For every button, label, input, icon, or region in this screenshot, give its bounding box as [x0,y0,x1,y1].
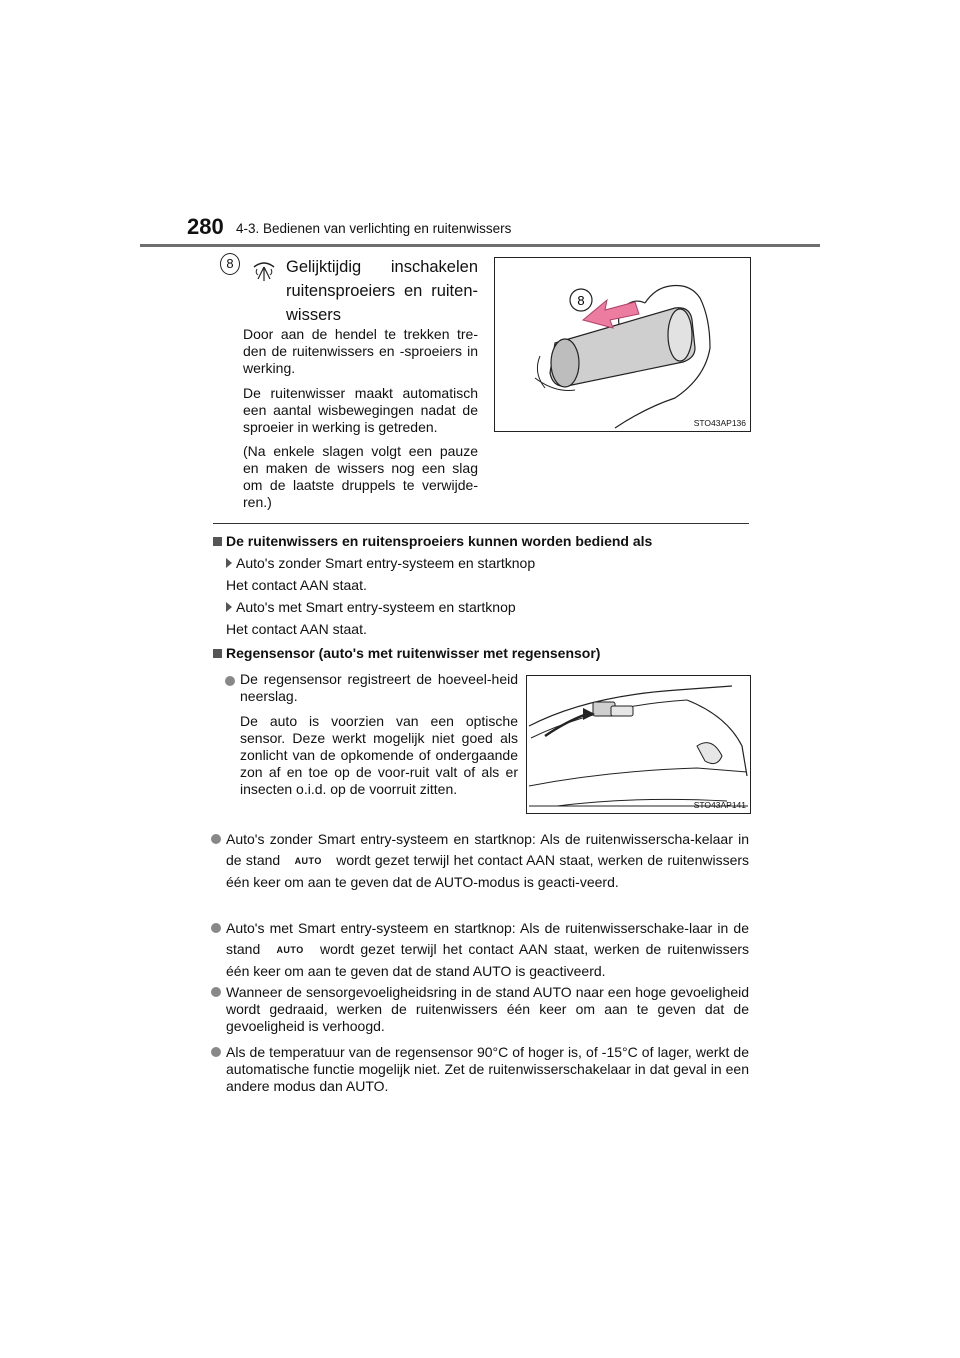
rain-sensor-bullet-cont: De auto is voorzien van een optische sensor. Deze werkt mogelijk niet goed als zonlicht van de opkomende of ondergaande zon af en toe op de voor-ruit valt of als er insecten o.i.d. op de voorruit zitten. [240,713,518,797]
condition-label: Auto's zonder Smart entry-systeem en startknop [226,555,535,571]
divider [213,523,749,524]
round-bullet-icon [211,1047,221,1057]
condition-text: Het contact AAN staat. [226,577,367,593]
step-paragraph: Door aan de hendel te trekken tre-den de ruitenwissers en -sproeiers in werking. [243,326,478,376]
square-bullet-icon [213,537,222,546]
rain-sensor-heading: Regensensor (auto's met ruitenwisser met regensensor) [213,645,600,661]
round-bullet-icon [211,987,221,997]
section-title: 4-3. Bedienen van verlichting en ruitenwissers [236,221,512,236]
auto-mode-icon: AUTO [276,945,304,955]
square-bullet-icon [213,649,222,658]
lever-figure [494,257,751,432]
step-paragraph: De ruitenwisser maakt automatisch een aantal wisbewegingen nadat de sproeier in werking is getreden. [243,385,478,435]
triangle-bullet-icon [226,602,232,612]
rain-sensor-bullet: Auto's zonder Smart entry-systeem en startknop: Als de ruitenwisserscha-kelaar in de stand AUTO wordt gezet terwijl het contact AAN staat, werken de ruitenwissers één keer om aan te geven dat de AUTO-modus is geacti-veerd. [226,829,749,893]
step-number-badge: 8 [220,253,240,275]
washer-spray-icon [252,257,276,283]
round-bullet-icon [225,676,235,686]
page-number: 280 [187,214,224,239]
rain-sensor-bullet: Auto's met Smart entry-systeem en startknop: Als de ruitenwisserschake-laar in de stand AUTO wordt gezet terwijl het contact AAN staat, werken de ruitenwissers één keer om aan te geven dat de stand AUTO is geactiveerd. [226,918,749,982]
auto-mode-icon: AUTO [294,856,322,866]
header-rule [140,244,820,247]
figure-label: STO43AP141 [693,800,746,810]
step-paragraph: (Na enkele slagen volgt een pauze en maken de wissers nog een slag om de laatste druppels te verwijde-ren.) [243,443,478,510]
rain-sensor-bullet: Wanneer de sensorgevoeligheidsring in de stand AUTO naar een hoge gevoeligheid wordt gedraaid, werken de ruitenwissers één keer om aan te geven dat de gevoeligheid is verhoogd. [226,984,749,1035]
figure-label: STO43AP136 [693,418,746,428]
lever-illustration [495,258,750,431]
rain-sensor-bullet: De regensensor registreert de hoeveel-heid neerslag. [240,671,518,705]
condition-label: Auto's met Smart entry-systeem en startknop [226,599,516,615]
rain-sensor-bullet: Als de temperatuur van de regensensor 90°C of hoger is, of -15°C of lager, werkt de automatische functie mogelijk niet. Zet de ruitenwisserschakelaar in dat geval in een andere modus dan AUTO. [226,1044,749,1095]
operation-heading: De ruitenwissers en ruitensproeiers kunnen worden bediend als [213,533,652,549]
windshield-illustration [527,676,750,813]
round-bullet-icon [211,923,221,933]
triangle-bullet-icon [226,558,232,568]
step-heading: Gelijktijdig inschakelen ruitensproeiers en ruiten-wissers [286,258,478,324]
round-bullet-icon [211,834,221,844]
condition-text: Het contact AAN staat. [226,621,367,637]
figure-callout: 8 [577,293,585,308]
windshield-figure [526,675,751,814]
